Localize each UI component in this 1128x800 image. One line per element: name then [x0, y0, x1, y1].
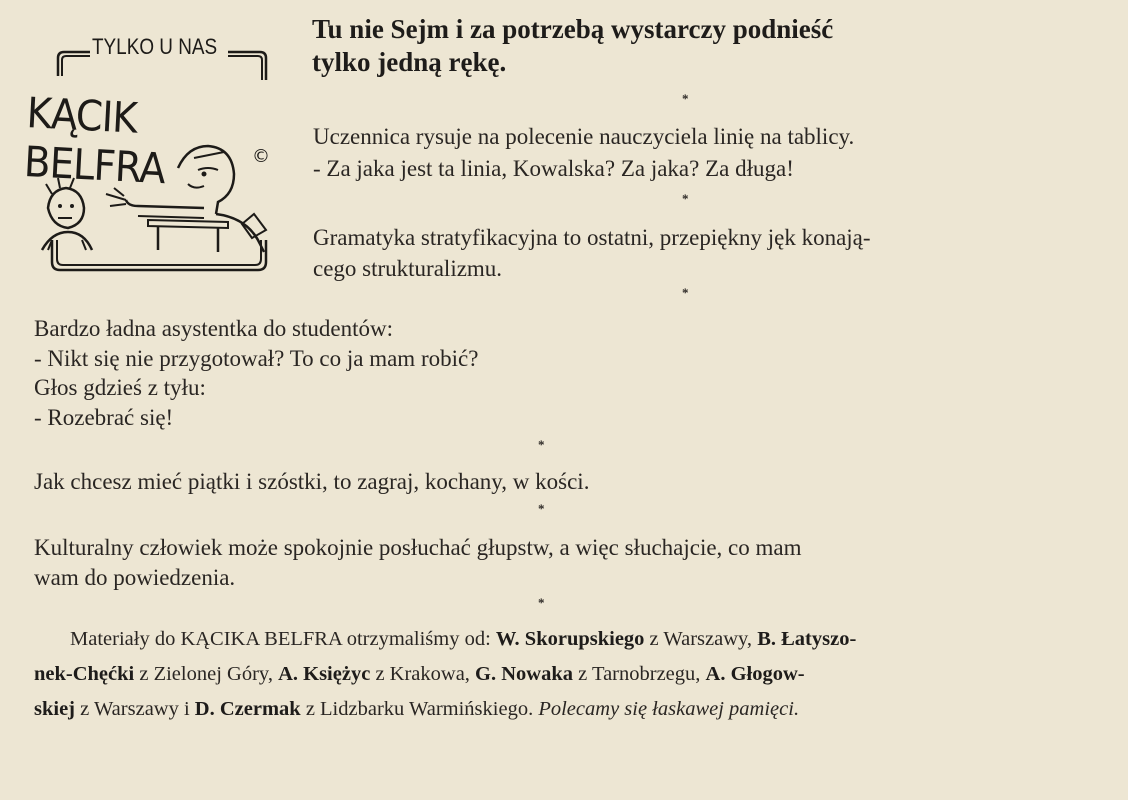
title-line-2: tylko jedną rękę. — [312, 47, 507, 77]
joke-5-line-2: wam do powiedzenia. — [34, 565, 236, 590]
contributor-name: D. Czermak — [194, 698, 301, 720]
kacik-belfra-logo — [22, 18, 298, 280]
credits-intro: Materiały do KĄCIKA BELFRA otrzymaliśmy od: — [70, 628, 496, 650]
logo-main-text: KĄCIK BELFRA — [22, 88, 167, 194]
credits-line-2 — [34, 657, 1064, 692]
copyright-symbol: © — [252, 146, 270, 167]
separator-star: * — [538, 437, 545, 452]
contributor-city: z Krakowa, — [370, 663, 476, 685]
separator-star: * — [682, 91, 689, 106]
separator-star: * — [682, 191, 689, 206]
contributor-name: skiej — [34, 698, 75, 720]
separator-star: * — [538, 501, 545, 516]
title-line-1: Tu nie Sejm i za potrzebą wystarczy podnieść — [312, 14, 834, 44]
contributor-city: z Lidzbarku Warmińskiego. — [300, 698, 539, 720]
joke-3-line-2: - Nikt się nie przygotował? To co ja mam robić? — [34, 346, 479, 371]
joke-5-line-1: Kulturalny człowiek może spokojnie posłuchać głupstw, a więc słuchajcie, co mam — [34, 535, 802, 560]
contributor-city: z Warszawy i — [75, 698, 195, 720]
credits-closing: Polecamy się łaskawej pamięci. — [538, 698, 800, 720]
credits-line-1 — [34, 622, 1064, 657]
contributor-name: A. Głogow- — [705, 663, 805, 685]
contributor-city: z Warszawy, — [644, 628, 758, 650]
joke-1-line-2: - Za jaka jest ta linia, Kowalska? Za jaka? Za długa! — [313, 156, 794, 181]
joke-3-line-3: Głos gdzieś z tyłu: — [34, 375, 206, 400]
contributor-name: nek-Chęćki — [34, 663, 135, 685]
contributor-name: W. Skorupskiego — [495, 628, 645, 650]
joke-3-line-1: Bardzo ładna asystentka do studentów: — [34, 316, 393, 341]
credits-line-3 — [34, 692, 1064, 727]
logo-top-text: TYLKO U NAS — [92, 34, 218, 59]
joke-4-line-1: Jak chcesz mieć piątki i szóstki, to zagraj, kochany, w kości. — [34, 469, 590, 494]
contributor-name: G. Nowaka — [475, 663, 574, 685]
joke-1-line-1: Uczennica rysuje na polecenie nauczyciela linię na tablicy. — [313, 124, 855, 149]
joke-2-line-1: Gramatyka stratyfikacyjna to ostatni, przepiękny jęk konają- — [313, 225, 871, 250]
contributor-city: z Zielonej Góry, — [134, 663, 279, 685]
separator-star: * — [538, 595, 545, 610]
contributor-name: B. Łatyszo- — [757, 628, 857, 650]
contributor-name: A. Księżyc — [278, 663, 371, 685]
contributor-city: z Tarnobrzegu, — [573, 663, 706, 685]
credits-paragraph — [34, 622, 1064, 727]
joke-3-line-4: - Rozebrać się! — [34, 405, 174, 430]
joke-2-line-2: cego strukturalizmu. — [313, 256, 503, 281]
article-title — [312, 13, 833, 79]
separator-star: * — [682, 285, 689, 300]
